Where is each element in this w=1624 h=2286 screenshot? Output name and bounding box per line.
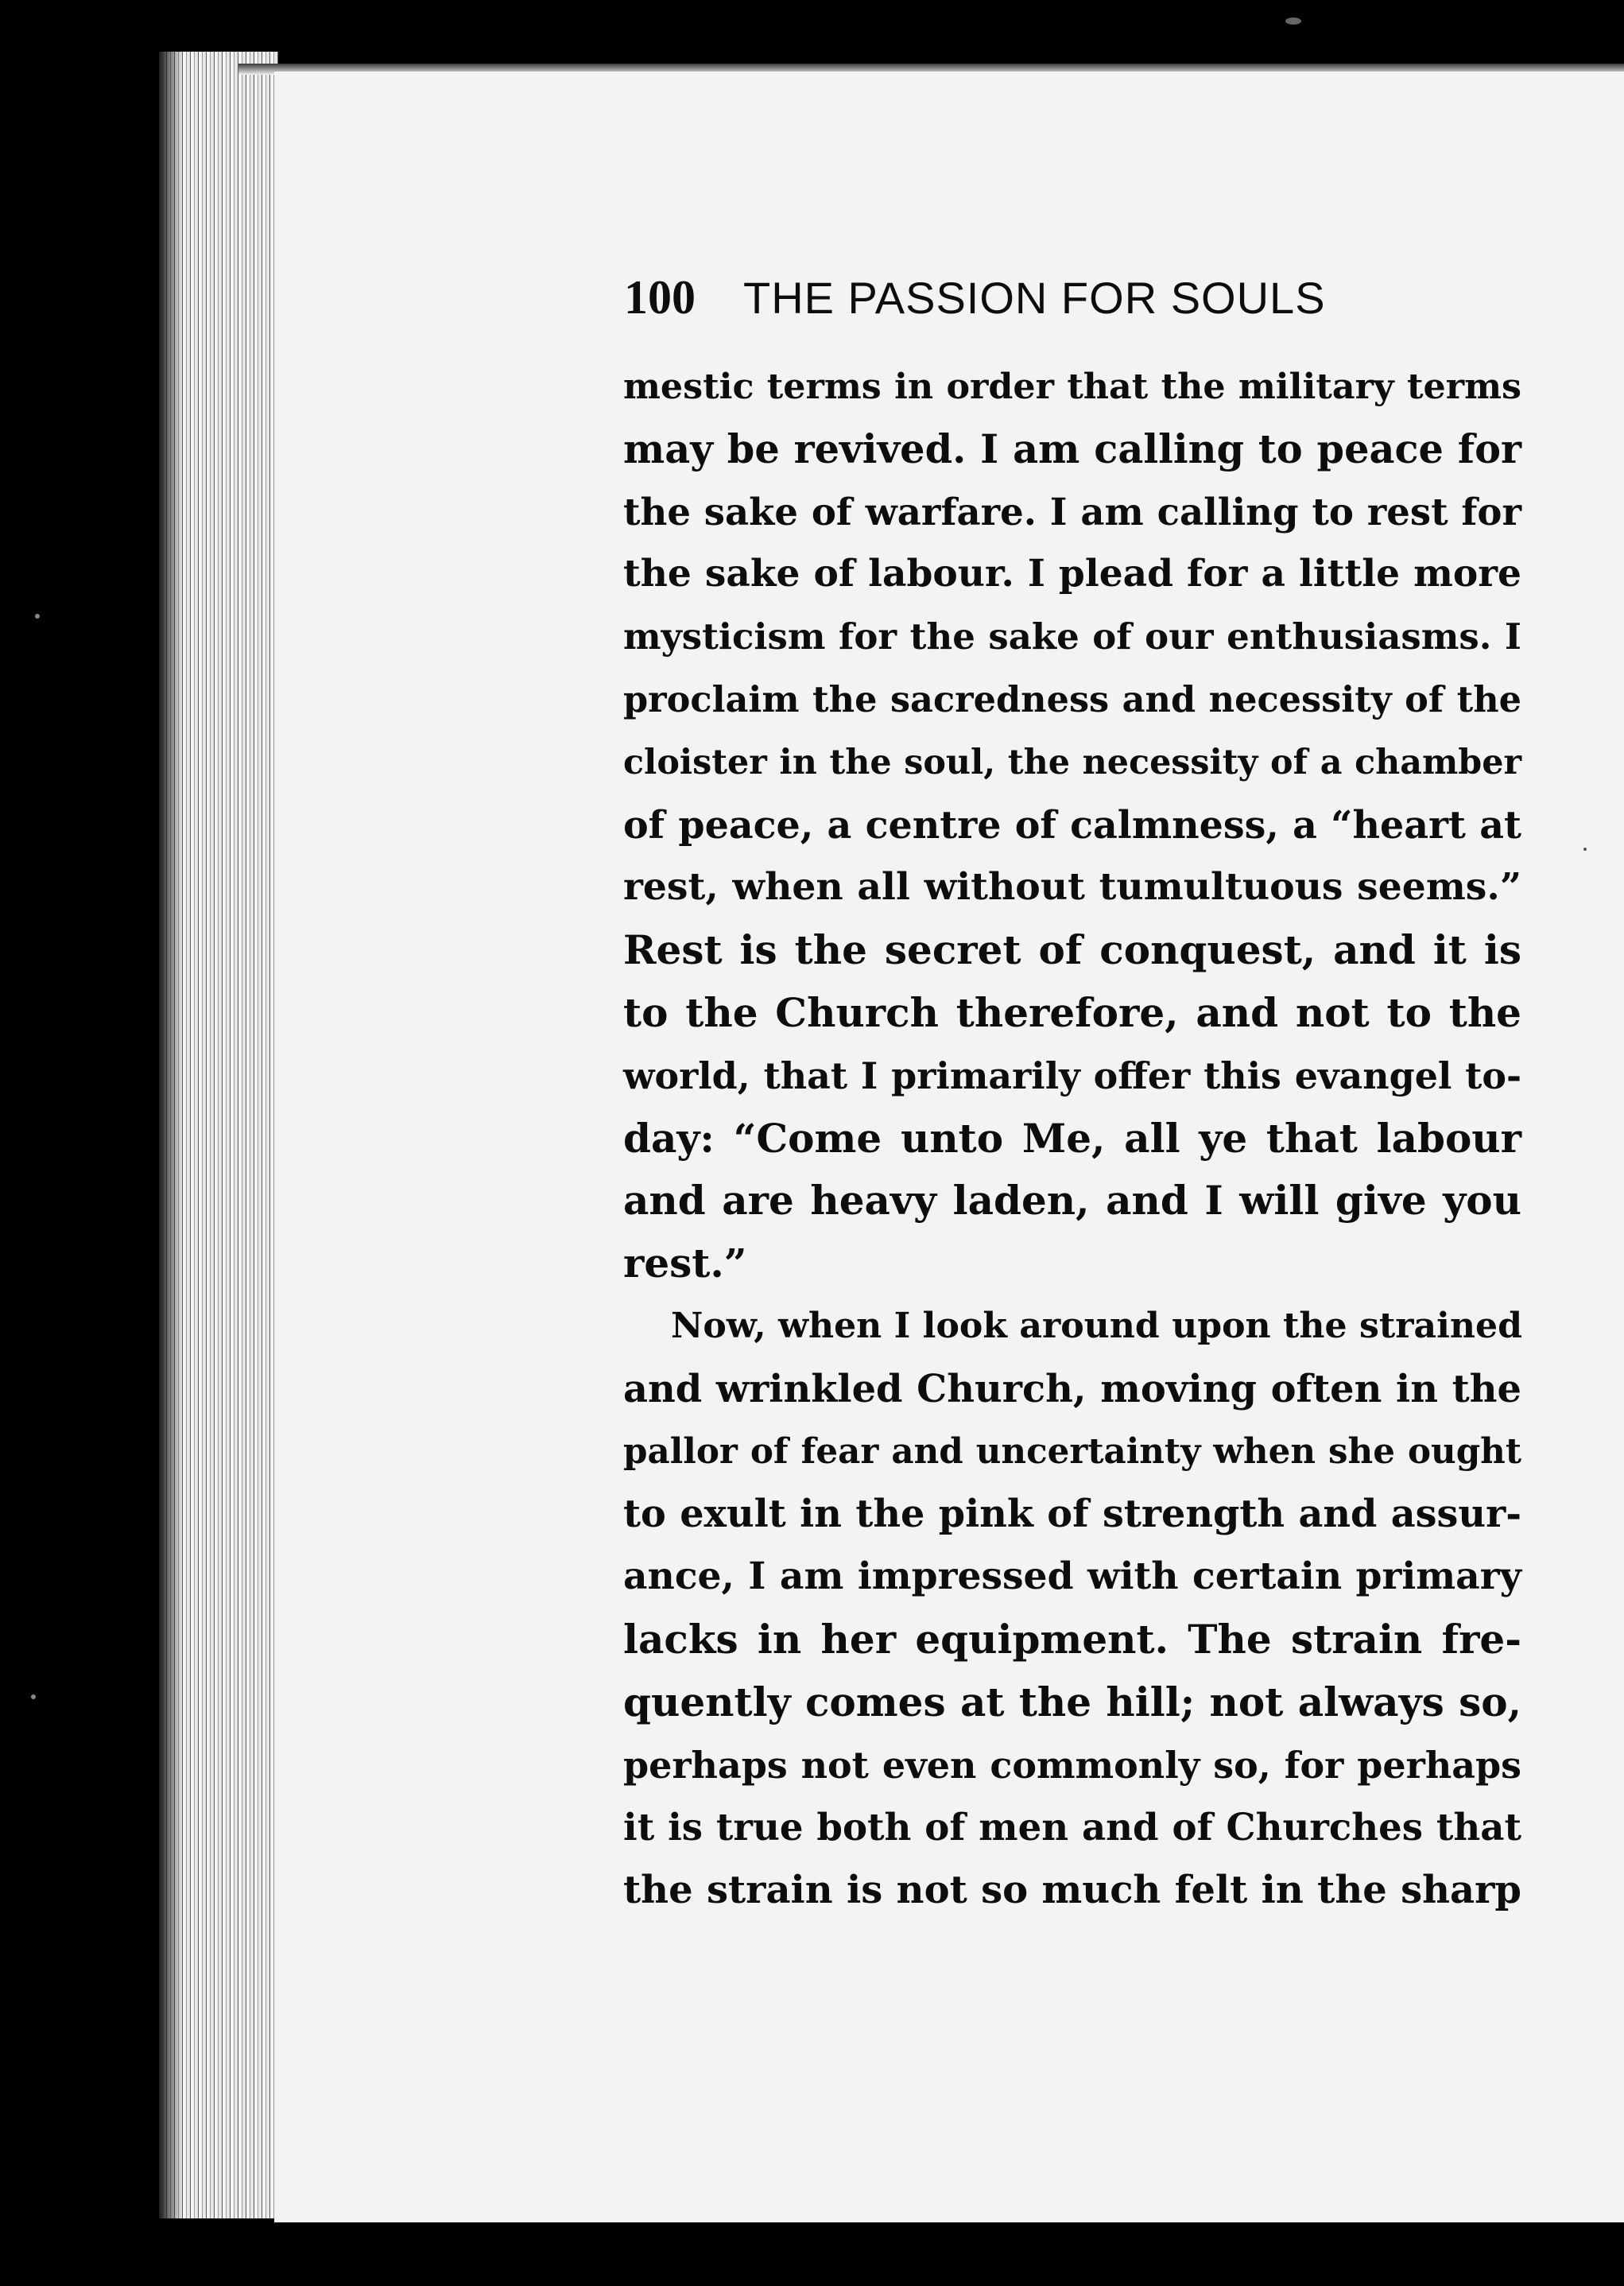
text-line: quently comes at the hill; not always so, xyxy=(623,1678,1521,1725)
text-line: pallor of fear and uncertainty when she ought xyxy=(623,1430,1521,1472)
page-number: 100 xyxy=(624,271,696,324)
text-line: mestic terms in order that the military terms xyxy=(623,366,1521,407)
text-line: to exult in the pink of strength and assur- xyxy=(623,1492,1521,1537)
text-line: mysticism for the sake of our enthusiasms. I xyxy=(623,615,1521,658)
text-line: Now, when I look around upon the strained xyxy=(671,1305,1522,1346)
text-line: it is true both of men and of Churches that xyxy=(623,1805,1521,1849)
scan-speck xyxy=(35,614,40,619)
text-line: to the Church therefore, and not to the xyxy=(623,988,1521,1036)
paragraph xyxy=(623,1295,1521,1922)
text-line: day: “Come unto Me, all ye that labour xyxy=(623,1114,1521,1162)
text-line: and are heavy laden, and I will give you xyxy=(623,1177,1521,1225)
paragraph xyxy=(623,355,1521,1295)
text-line: rest.” xyxy=(623,1240,747,1287)
text-line: lacks in her equipment. The strain fre- xyxy=(623,1615,1521,1663)
scan-speck xyxy=(31,1694,36,1699)
text-line: cloister in the soul, the necessity of a chamber xyxy=(623,742,1521,782)
text-line: rest, when all without tumultuous seems.” xyxy=(623,865,1521,910)
scan-speck xyxy=(1285,17,1301,25)
text-line: of peace, a centre of calmness, a “heart at xyxy=(623,802,1521,848)
text-line: world, that I primarily offer this evangel to- xyxy=(623,1054,1521,1097)
text-line: and wrinkled Church, moving often in the xyxy=(623,1366,1521,1411)
text-line: ance, I am impressed with certain primary xyxy=(623,1554,1521,1599)
body-text xyxy=(623,355,1521,1922)
text-line: perhaps not even commonly so, for perhaps xyxy=(623,1743,1521,1787)
page-edges xyxy=(159,52,278,2218)
text-line: proclaim the sacredness and necessity of the xyxy=(623,677,1521,720)
running-title: THE PASSION FOR SOULS xyxy=(743,273,1326,323)
text-line: the sake of warfare. I am calling to rest for xyxy=(623,489,1521,534)
text-line: Rest is the secret of conquest, and it is xyxy=(623,926,1521,974)
text-line: may be revived. I am calling to peace for xyxy=(623,425,1521,472)
running-head xyxy=(624,266,1419,329)
text-line: the strain is not so much felt in the sharp xyxy=(623,1868,1521,1913)
text-line: the sake of labour. I plead for a little more xyxy=(623,552,1521,596)
scan-speck xyxy=(1583,848,1587,851)
